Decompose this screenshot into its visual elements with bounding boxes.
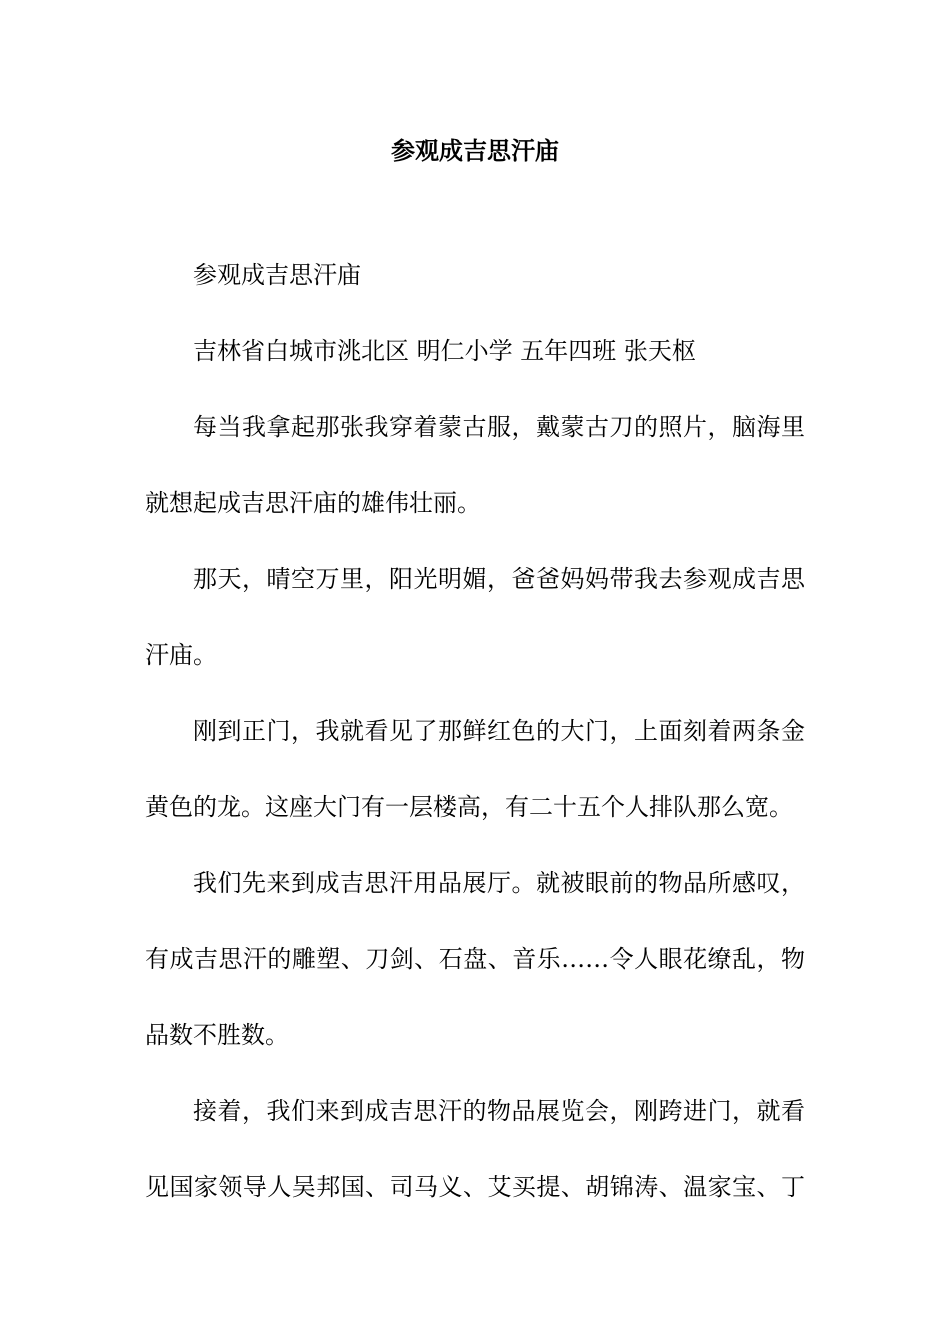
paragraph-line: 接着，我们来到成吉思汗的物品展览会，刚跨进门，就看 [193, 1097, 805, 1125]
paragraph-line: 刚到正门，我就看见了那鲜红色的大门，上面刻着两条金 [193, 717, 805, 745]
paragraph-line: 品数不胜数。 [145, 1021, 289, 1049]
subtitle: 参观成吉思汗庙 [193, 261, 361, 289]
paragraph-line: 见国家领导人吴邦国、司马义、艾买提、胡锦涛、温家宝、丁 [145, 1173, 805, 1201]
paragraph-line: 就想起成吉思汗庙的雄伟壮丽。 [145, 489, 481, 517]
paragraph-line: 黄色的龙。这座大门有一层楼高，有二十五个人排队那么宽。 [145, 793, 793, 821]
paragraph-line: 每当我拿起那张我穿着蒙古服，戴蒙古刀的照片，脑海里 [193, 413, 805, 441]
paragraph-line: 那天，晴空万里，阳光明媚，爸爸妈妈带我去参观成吉思 [193, 565, 805, 593]
paragraph-line: 我们先来到成吉思汗用品展厅。就被眼前的物品所感叹， [193, 869, 805, 897]
paragraph-line: 汗庙。 [145, 641, 217, 669]
paragraph-line: 有成吉思汗的雕塑、刀剑、石盘、音乐……令人眼花缭乱，物 [145, 945, 805, 973]
document-title: 参观成吉思汗庙 [391, 136, 559, 165]
author-line: 吉林省白城市洮北区 明仁小学 五年四班 张天枢 [193, 337, 696, 365]
